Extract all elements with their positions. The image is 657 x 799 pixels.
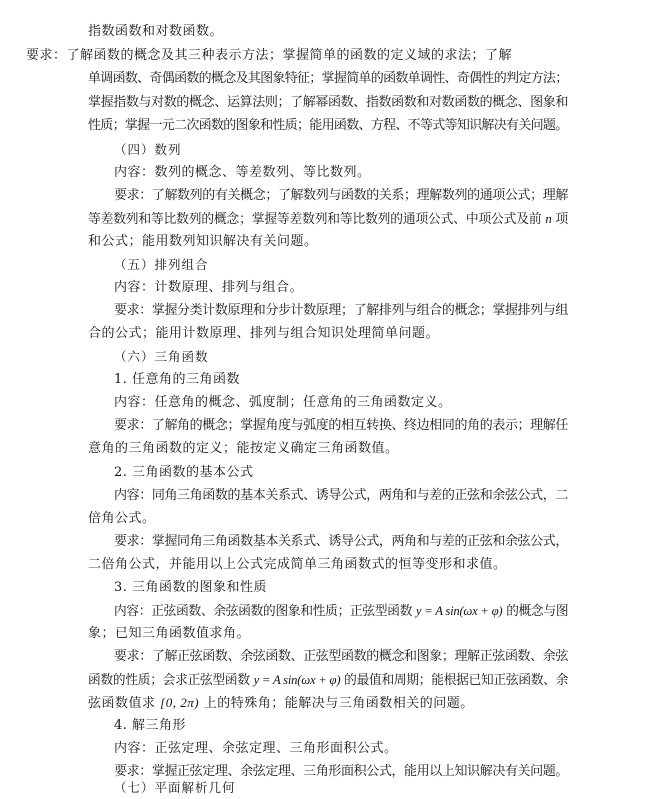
text-run: 弦函数值求: [88, 696, 156, 711]
subsection-heading: 1. 任意角的三角函数: [114, 372, 241, 387]
text-run: 等差数列和等比数列的概念；掌握等差数列和等比数列的通项公式、中项公式及前: [88, 212, 542, 227]
paragraph-line: 内容：数列的概念、等差数列、等比数列。: [114, 165, 371, 180]
math-interval: [0, 2π): [160, 695, 200, 710]
paragraph-line: [88, 208, 568, 230]
paragraph-line: 要求：掌握分类计数原理和分步计数原理；了解排列与组合的概念；掌握排列与组: [114, 303, 569, 318]
math-variable: n: [545, 211, 552, 226]
paragraph-line: 掌握指数与对数的概念、运算法则；了解幂函数、指数函数和对数函数的概念、图象和: [88, 95, 569, 110]
paragraph-line: 内容：同角三角函数的基本关系式、诱导公式，两角和与差的正弦和余弦公式，二: [114, 488, 569, 503]
paragraph-line: 内容：正弦定理、余弦定理、三角形面积公式。: [114, 741, 398, 756]
section-heading: （六）三角函数: [114, 349, 209, 364]
paragraph-line: 要求：掌握正弦定理、余弦定理、三角形面积公式，能用以上知识解决有关问题。: [114, 764, 569, 779]
paragraph-line: [88, 669, 568, 691]
text-run: 的最值和周期；能根据已知正弦函数、余: [344, 673, 569, 688]
paragraph-line: [114, 600, 568, 622]
section-heading: （四）数列: [114, 142, 182, 157]
paragraph-line: 内容：计数原理、排列与组合。: [114, 280, 304, 295]
text-run: 上的特殊角；能解决与三角函数相关的问题。: [203, 696, 474, 711]
paragraph-line: 和公式；能用数列知识解决有关问题。: [88, 234, 318, 249]
paragraph-line: [88, 692, 474, 714]
text-run: 项: [555, 212, 569, 227]
text-run: 的概念与图: [506, 604, 569, 619]
paragraph-line: 性质；掌握一元二次函数的图象和性质；能用函数、方程、不等式等知识解决有关问题。: [88, 118, 568, 133]
section-heading: （五）排列组合: [114, 257, 209, 272]
paragraph-line: 内容：任意角的概念、弧度制；任意角的三角函数定义。: [114, 395, 452, 410]
text-run: 函数的性质；会求正弦型函数: [88, 673, 250, 688]
paragraph-line: 要求：了解函数的概念及其三种表示方法；掌握简单的函数的定义域的求法；了解: [26, 48, 513, 63]
paragraph-line: 二倍角公式，并能用以上公式完成简单三角函数式的恒等变形和求值。: [88, 557, 507, 572]
subsection-heading: 2. 三角函数的基本公式: [114, 465, 254, 480]
paragraph-line: 象；已知三角函数值求角。: [88, 626, 251, 641]
paragraph-line: 意角的三角函数的定义；能按定义确定三角函数值。: [88, 441, 399, 456]
text-run: 内容：正弦函数、余弦函数的图象和性质；正弦型函数: [114, 604, 413, 619]
paragraph-line: 要求：掌握同角三角函数基本关系式、诱导公式，两角和与差的正弦和余弦公式，: [114, 534, 569, 549]
paragraph-line: 倍角公式。: [88, 511, 156, 526]
paragraph-line: 单调函数、奇偶函数的概念及其图象特征；掌握简单的函数单调性、奇偶性的判定方法；: [88, 71, 568, 86]
paragraph-line: 要求：了解正弦函数、余弦函数、正弦型函数的概念和图象；理解正弦函数、余弦: [114, 649, 569, 664]
paragraph-line: 要求：了解角的概念；掌握角度与弧度的相互转换、终边相同的角的表示；理解任: [114, 418, 569, 433]
paragraph-line: 要求：了解数列的有关概念；了解数列与函数的关系；理解数列的通项公式；理解: [114, 188, 569, 203]
paragraph-line: 指数函数和对数函数。: [88, 24, 224, 39]
subsection-heading: 4. 解三角形: [114, 718, 187, 733]
math-formula: y = A sin(ωx + φ): [415, 603, 503, 618]
paragraph-line: 合的公式；能用计数原理、排列与组合知识处理简单问题。: [88, 326, 440, 341]
section-heading: （七）平面解析几何: [114, 780, 236, 795]
math-formula: y = A sin(ωx + φ): [253, 672, 341, 687]
subsection-heading: 3. 三角函数的图象和性质: [114, 580, 268, 595]
